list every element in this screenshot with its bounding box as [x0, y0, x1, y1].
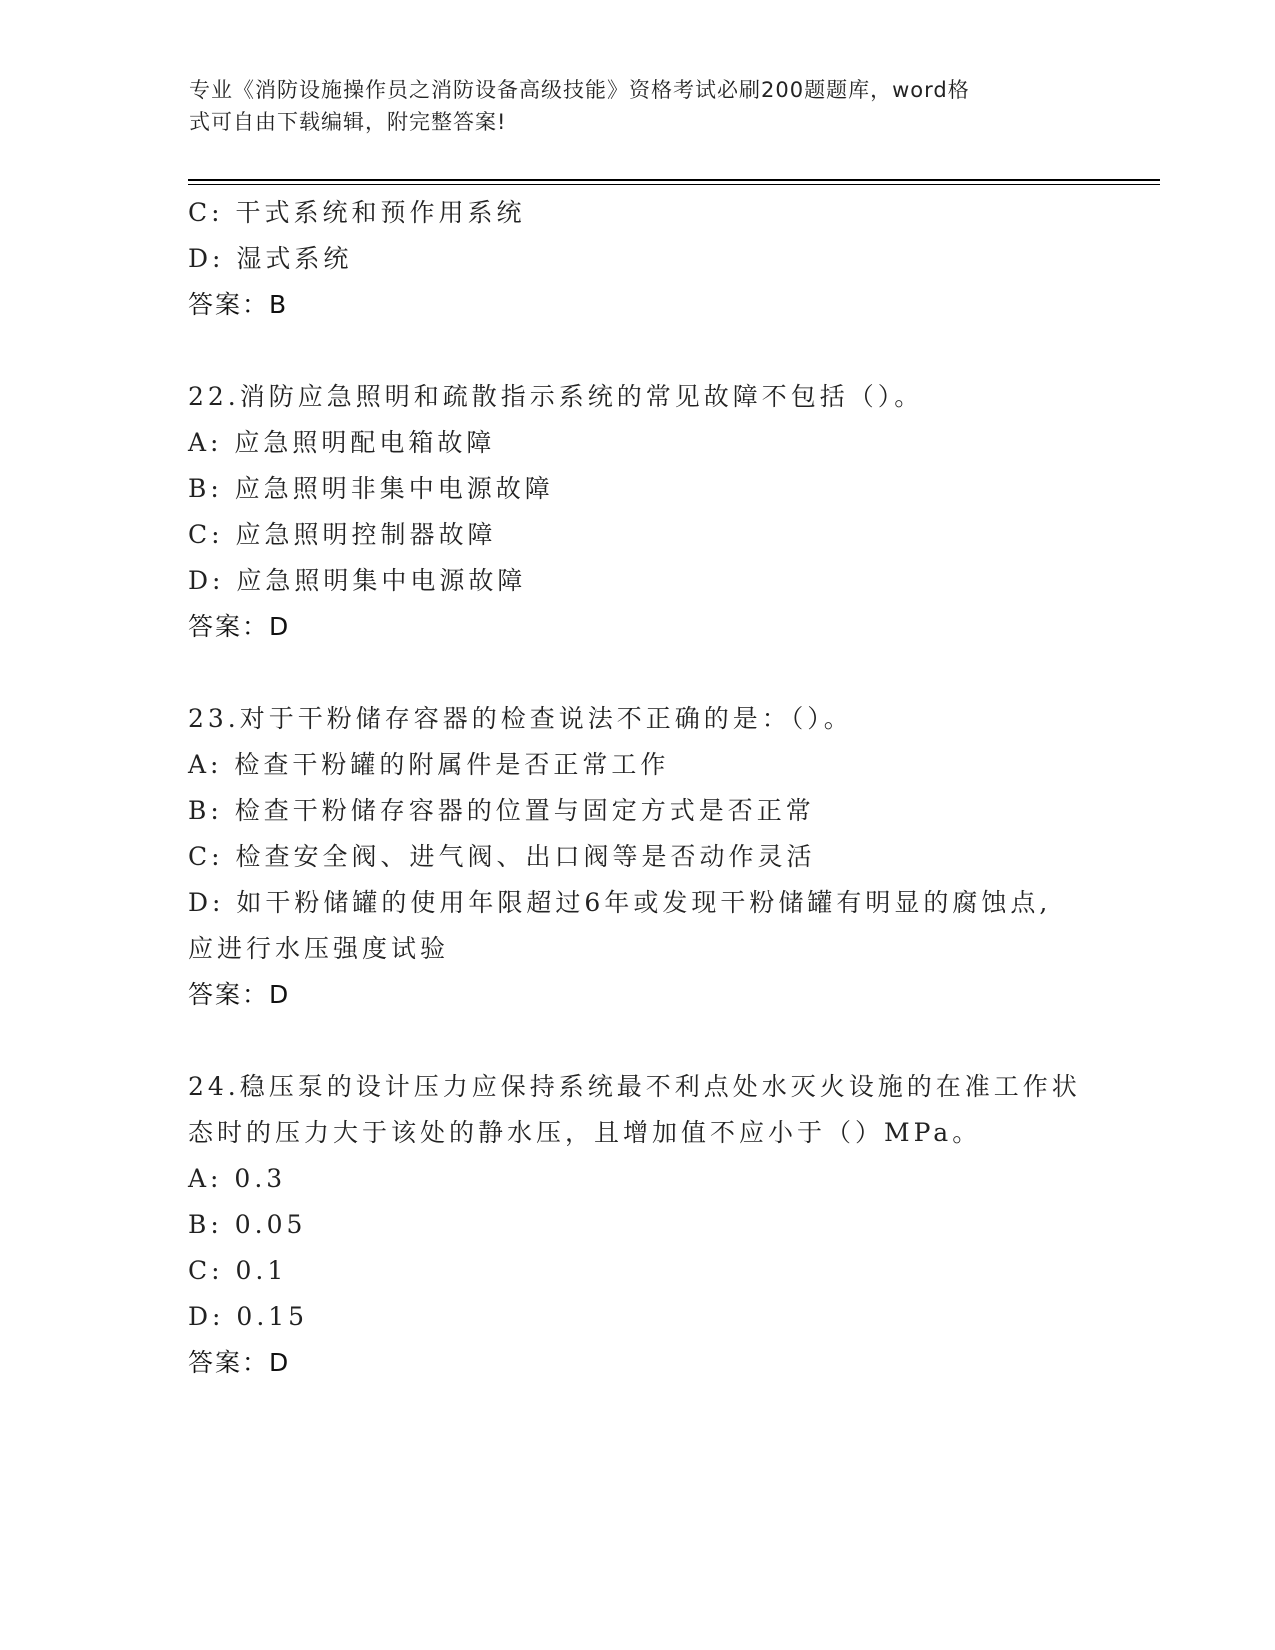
spacer [188, 328, 1088, 374]
option-d: D: 应急照明集中电源故障 [188, 566, 527, 595]
option-d-line-2: 应进行水压强度试验 [188, 934, 450, 963]
question-stem: 22.消防应急照明和疏散指示系统的常见故障不包括（）。 [188, 382, 924, 411]
question-22 [188, 374, 1088, 650]
option-d: D: 湿式系统 [188, 244, 353, 273]
question-stem: 23.对于干粉储存容器的检查说法不正确的是：（）。 [188, 704, 853, 733]
header-divider-thin [188, 184, 1160, 185]
option-d-line-1: D: 如干粉储罐的使用年限超过6年或发现干粉储罐有明显的腐蚀点, [188, 888, 1052, 917]
header-divider-thick [188, 179, 1160, 181]
option-a: A: 检查干粉罐的附属件是否正常工作 [188, 750, 670, 779]
question-24 [188, 1064, 1088, 1386]
answer-line: 答案：D [188, 1348, 291, 1377]
option-a: A: 0.3 [188, 1164, 287, 1193]
answer-line: 答案：B [188, 290, 289, 319]
header-line-2: 式可自由下载编辑，附完整答案! [189, 110, 507, 134]
spacer [188, 1018, 1088, 1064]
option-c: C: 干式系统和预作用系统 [188, 198, 526, 227]
question-23 [188, 696, 1088, 1018]
question-stem-line-2: 态时的压力大于该处的静水压，且增加值不应小于（）MPa。 [188, 1118, 982, 1147]
option-d: D: 0.15 [188, 1302, 309, 1331]
option-c: C: 检查安全阀、进气阀、出口阀等是否动作灵活 [188, 842, 816, 871]
spacer [188, 650, 1088, 696]
question-21-tail [188, 190, 1088, 328]
answer-line: 答案：D [188, 612, 291, 641]
option-b: B: 0.05 [188, 1210, 307, 1239]
option-b: B: 检查干粉储存容器的位置与固定方式是否正常 [188, 796, 815, 825]
answer-line: 答案：D [188, 980, 291, 1009]
question-stem-line-1: 24.稳压泵的设计压力应保持系统最不利点处水灭火设施的在准工作状 [188, 1072, 1081, 1101]
question-list [188, 190, 1088, 1386]
header-line-1: 专业《消防设施操作员之消防设备高级技能》资格考试必刷200题题库，word格 [189, 78, 970, 102]
option-c: C: 0.1 [188, 1256, 288, 1285]
option-a: A: 应急照明配电箱故障 [188, 428, 496, 457]
option-c: C: 应急照明控制器故障 [188, 520, 497, 549]
option-b: B: 应急照明非集中电源故障 [188, 474, 554, 503]
document-header [189, 74, 1089, 138]
